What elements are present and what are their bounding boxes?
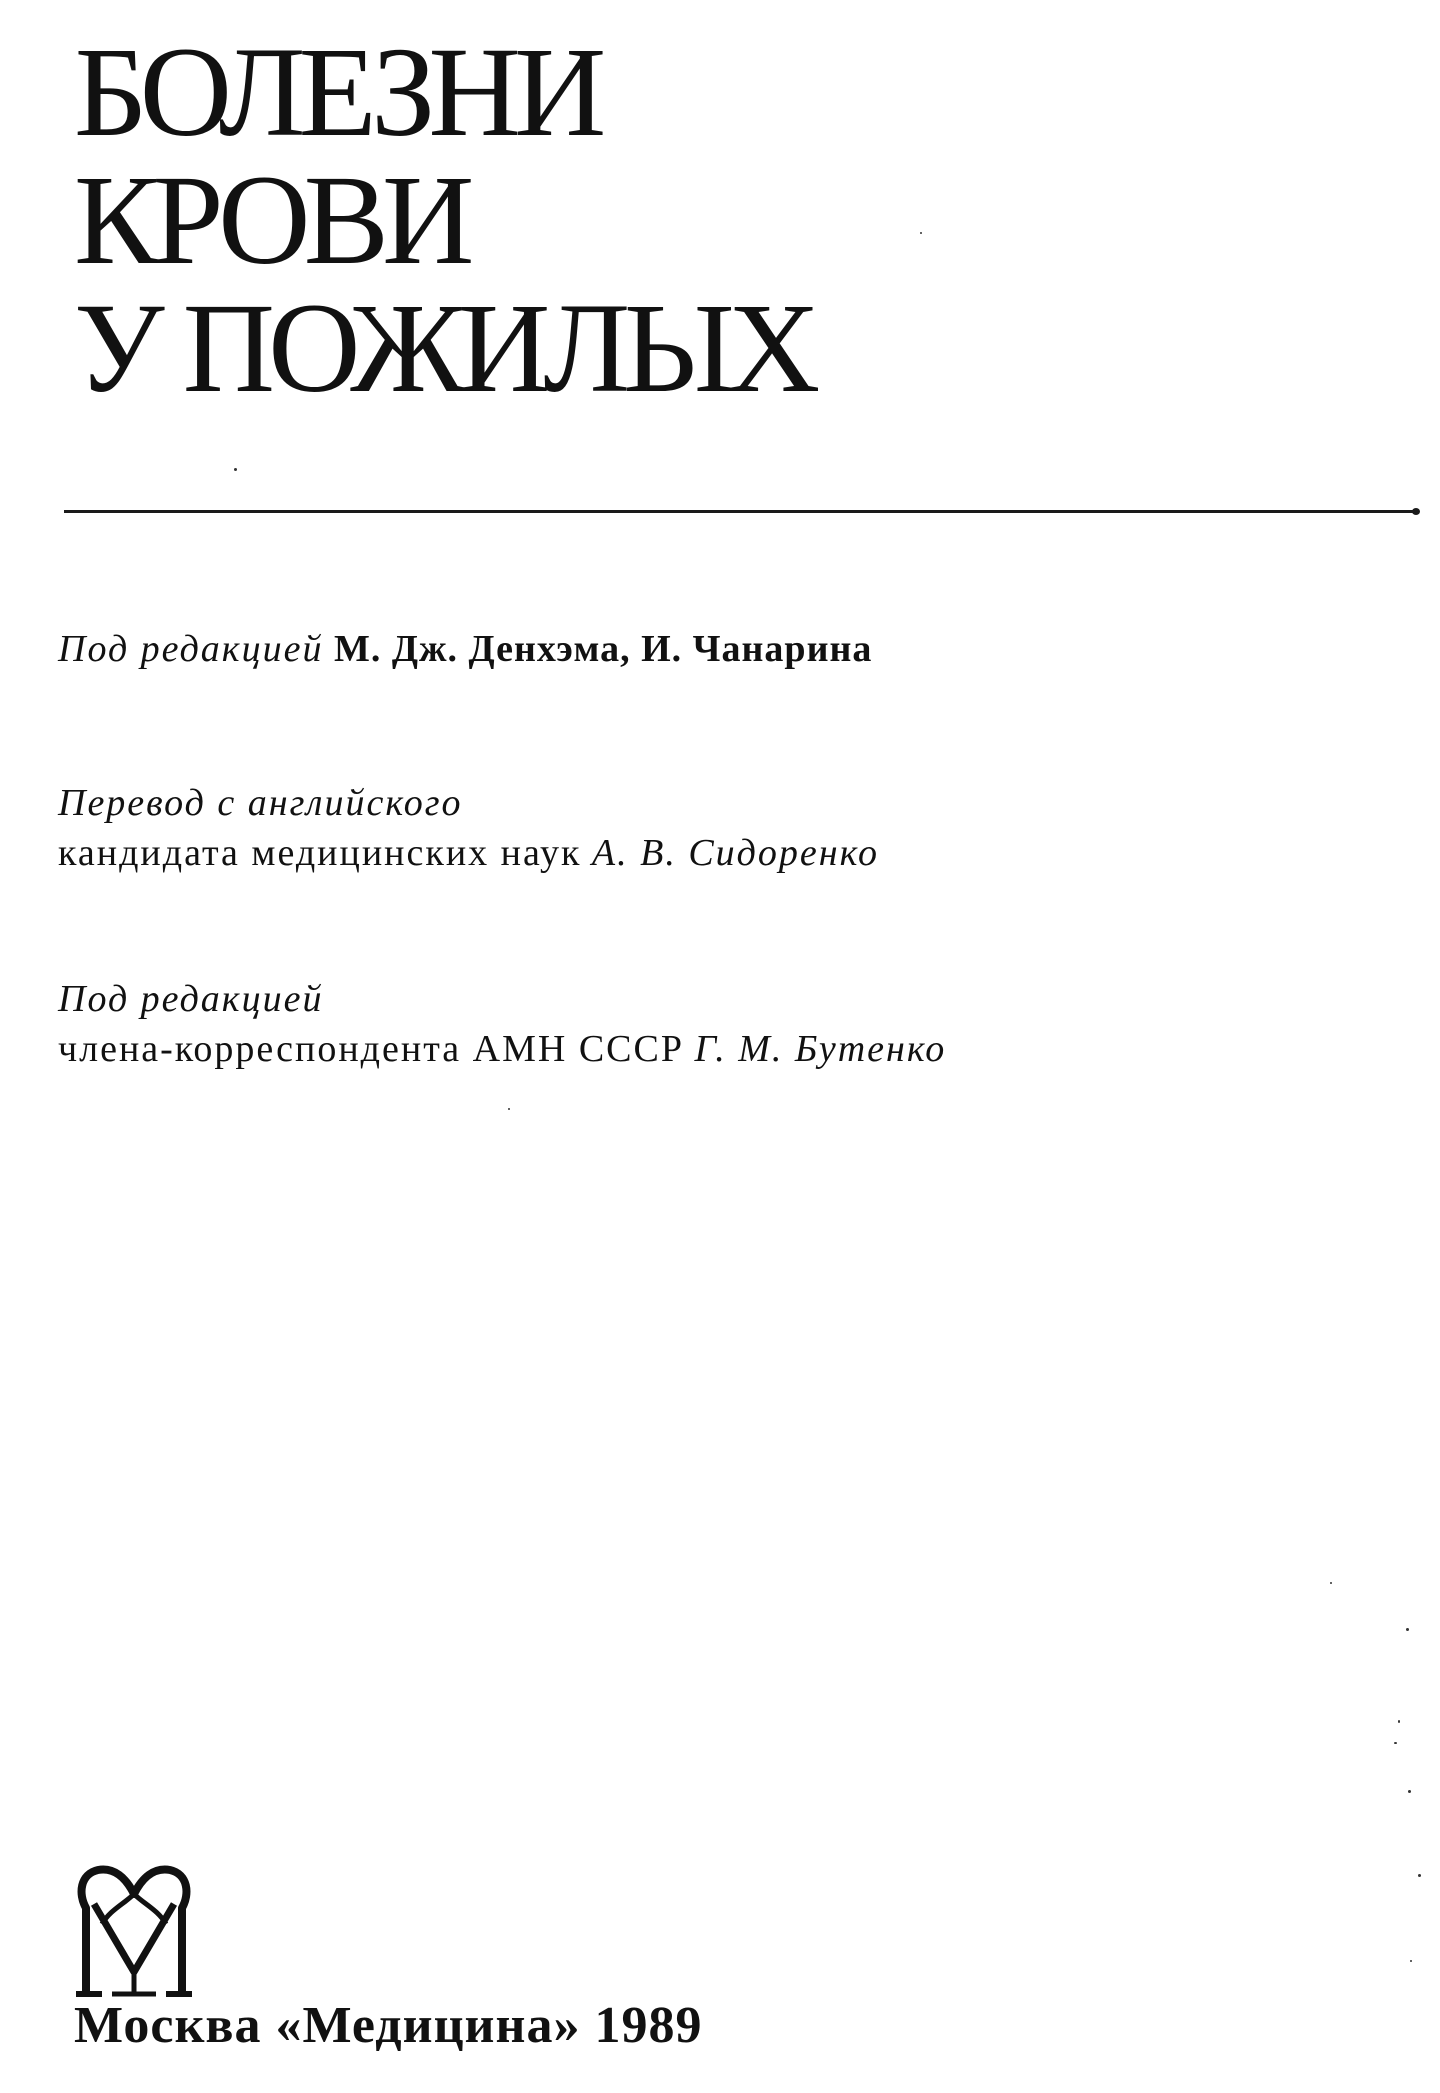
scan-speck bbox=[1330, 1582, 1332, 1584]
scan-speck bbox=[1406, 1628, 1409, 1631]
editor-title: члена-корреспондента АМН СССР bbox=[58, 1028, 684, 1070]
publisher-imprint: Москва «Медицина» 1989 bbox=[74, 1997, 703, 2054]
title-line-3: У ПОЖИЛЫХ bbox=[74, 277, 814, 419]
scan-speck bbox=[508, 1108, 510, 1110]
book-title bbox=[74, 21, 814, 419]
title-line-2: КРОВИ bbox=[74, 149, 468, 291]
title-line-1: БОЛЕЗНИ bbox=[74, 21, 600, 163]
medicina-publisher-logo-icon bbox=[72, 1864, 196, 1998]
editorship-line-1: Под редакцией bbox=[58, 978, 324, 1020]
scan-speck bbox=[234, 468, 237, 471]
editors-names: М. Дж. Денхэма, И. Чанарина bbox=[333, 628, 873, 670]
title-divider bbox=[64, 510, 1416, 513]
editorship-line-2 bbox=[58, 1024, 946, 1074]
translation-line-1: Перевод с английского bbox=[58, 782, 463, 824]
editors-prefix: Под редакцией bbox=[58, 628, 324, 670]
editorship-credit bbox=[58, 974, 946, 1074]
translation-credit bbox=[58, 778, 879, 878]
scan-speck bbox=[1408, 1790, 1411, 1793]
editors-credit bbox=[58, 624, 872, 674]
scan-speck bbox=[1394, 1742, 1397, 1744]
scan-speck bbox=[1418, 1874, 1421, 1877]
translation-line-2 bbox=[58, 828, 879, 878]
translator-name: А. В. Сидоренко bbox=[591, 832, 879, 874]
scan-speck bbox=[1398, 1720, 1400, 1723]
editor-name: Г. М. Бутенко bbox=[694, 1028, 947, 1070]
scan-speck bbox=[1410, 1960, 1412, 1962]
translator-title: кандидата медицинских наук bbox=[58, 832, 582, 874]
scan-speck bbox=[920, 232, 922, 234]
